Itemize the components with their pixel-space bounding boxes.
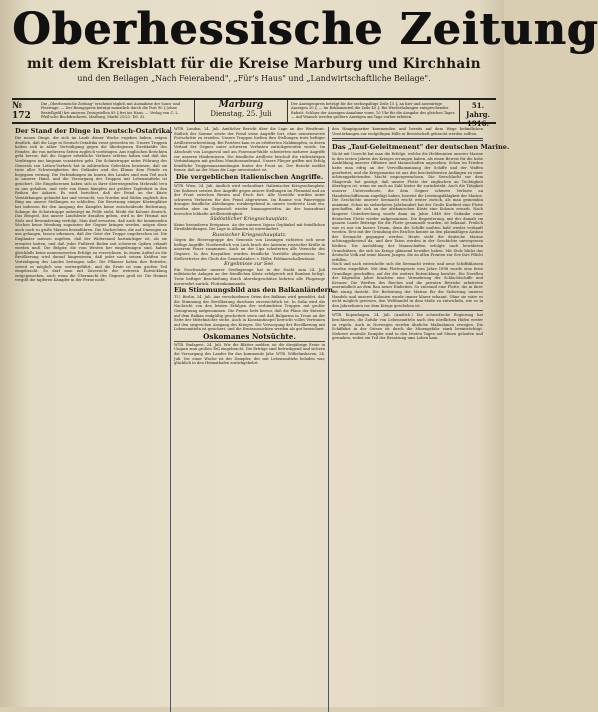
article-body: WTB. Budapest, 24. Juli. Wie die Blätter melden, ist die diesjährige Ernte in Ungarn zum großen Teil eingebracht. Die Erträge sind befriedigend und sichern die Versorgung des Landes für das kommende Jahr. WTB. Wilhelmshaven, 24. Juli. Vor einer Woche ist der Dampfer, der mit Lebensmitteln beladen war, glücklich in den Heimathafen zurückgekehrt. [174, 342, 325, 366]
article-body: Keine besonderen Ereignisse. An der unteren Vojusa Geplänkel mit feindlichen Streifabteilungen. Die Lage in Albanien ist unverändert. [174, 222, 325, 232]
article-headline: Der Stand der Dinge in Deutsch-Ostafrika. [15, 127, 173, 135]
article-columns [12, 127, 510, 712]
volume-label: 51. Jahrg. [466, 101, 490, 119]
article-body: Ein Geschwader unserer Seeflugzeuge hat in der Nacht zum 24. Juli militärische Anlagen an der feindlichen Küste erfolgreich mit Bomben belegt. Trotz heftiger Beschießung durch Abwehrgeschütze kehrten alle Flugzeuge unversehrt zurück. Flottenkommando. [174, 267, 325, 286]
article-body: Gegen die Heeresgruppe des Generals von Linsingen richteten sich neue heftige Angriffe. Nordwestlich von Luck brach der Ansturm russischer Kräfte in unserem Feuer zusammen. Auch an der Lipa scheiterten alle Versuche des Gegners. In den Karpathen wurden feindliche Vorstöße abgewiesen. Der Stellvertreter des Chefs des Generalstabes: v. Höfer, Feldmarschalleutnant. [174, 238, 325, 261]
masthead-subtitle: mit dem Kreisblatt für die Kreise Marburg und Kirchhain [27, 56, 481, 72]
article-column-1 [12, 127, 173, 712]
article-headline: Die vergeblichen italienischen Angriffe. [175, 172, 324, 181]
article-body: den Hauptquartier kommenden und bereits auf dem Wege befindlichen Verstärkungen zur endgültigen Hilfe in Bereitschaft gebracht werden sollten. [332, 127, 483, 136]
column-double-rule [332, 138, 483, 141]
column-rule [332, 310, 483, 311]
dateline-date: Dienstag, 25. Juli [210, 110, 272, 118]
article-body: WTB. Wien, 24. Juli. Amtlich wird verlautbart: Italienischer Kriegsschauplatz. Die Italiener setzten ihre Angriffe gegen unsere Stellungen im Fleimstal und an der Front zwischen Brenta und Etsch fort. Alle Vorstöße wurden unter schweren Verlusten für den Feind abgewiesen. Im Raume von Paneveggio drangen feindliche Abteilungen vorübergehend in unsere vorderste Linie ein, wurden aber im Gegenstoß wieder hinausgeworfen. An der Isonzofront herrschte lebhafte Artillerietätigkeit. [174, 183, 325, 216]
article-headline: Oskomanes Notsüchte. [174, 332, 325, 342]
article-headline: Das „Tauf-Geleitmenent" der deutschen Marine. [332, 143, 510, 152]
dateline-city: Marburg [218, 100, 264, 110]
article-body: T.U. Berlin, 24. Juli. Aus verschiedenen Orten des Balkans wird gemeldet, daß die Stimmung der Bevölkerung durchaus zuversichtlich ist. In Sofia wird die Nachricht von den letzten Erfolgen der verbündeten Truppen mit großer Genugtuung aufgenommen. Die Presse hebt hervor, daß die Pläne der Entente auf dem Balkan endgültig gescheitert seien und daß Bulgarien in Treue an der Seite der Mittelmächte stehe. Auch in Konstantinopel herrscht volles Vertrauen auf den siegreichen Ausgang des Krieges. Die Versorgung der Bevölkerung mit Lebensmitteln ist gesichert, und die Ernteaussichten werden als gut bezeichnet. [174, 295, 325, 332]
advertising-notice: Der Anzeigenpreis beträgt für die sechsspaltige Zeile 15 ₰, an hier und auswärtige Anzeigen 20 ₰. — Im Reklamenteil die Zeile 40 ₰. Bei Wiederholungen entsprechender Rabatt. Schluss der Anzeigen-Annahme vorm. 10 Uhr für die Ausgabe des gleichen Tages. — Auf Wunsch werden größere Anzeigen am Tage vorher erbeten. [288, 100, 460, 122]
section-subhead: Russischer Kriegsschauplatz. [212, 231, 287, 238]
article-body: Die neuen Dinge, die sich im Laufe dieser Woche ergeben haben, zeigen deutlich, daß die Lage in Deutsch-Ostafrika ernst geworden ist. Unsere Truppen halten sich in zäher Verteidigung gegen die überlegenen Streitkräfte des Feindes, die von mehreren Seiten zugleich vordringen. Aus englischen Berichten geht hervor, daß die Gegner erhebliche Verluste erlitten haben und daß das Vordringen nur langsam vonstatten geht. Die Schutztruppe unter Führung des Generals von Lettow-Vorbeck hat in zahlreichen Gefechten bewiesen, daß sie trotz aller Schwierigkeiten des Geländes und des Klimas dem Feinde zu begegnen vermag. Die Verbindungen im Innern des Landes sind zum Teil noch in unserer Hand, und die Versorgung der Truppen mit Lebensmitteln ist gesichert. Die Eingeborenen haben sich in ihrer überwiegenden Mehrzahl treu zu uns gehalten, und viele von ihnen kämpfen mit größter Tapferkeit in den Reihen der Askaris. Es wird berichtet, daß der Feind an der Küste Verstärkungen gelandet hat und versucht, von Norden und Süden zugleich den Ring um unsere Stellungen zu schließen. Die Besetzung einiger Küstenplätze hat indessen für den Ausgang des Kampfes keine entscheidende Bedeutung. Solange die Schutztruppe unbesiegt im Felde steht, bleibt die Kolonie deutsch. Das Beispiel, das unsere Landsleute draußen geben, wird in der Heimat mit Stolz und Bewunderung verfolgt. Man darf erwarten, daß auch die kommenden Wochen keine Wendung zugunsten der Gegner bringen werden, mögen diese auch noch so große Massen heranführen. Die Nachrichten, die auf Umwegen zu uns gelangen, lassen erkennen, daß der Geist der Truppe ungebrochen ist. Die Engländer müssen zugeben, daß der Widerstand hartnäckiger ist, als sie erwartet hatten, und daß jeder Fußbreit Boden mit schweren Opfern erkauft werden muß. Die Belgier, die vom Westen her eingedrungen sind, haben gleichfalls keine nennenswerten Erfolge zu verzeichnen. In einem Aufruf an die Bevölkerung wird darauf hingewiesen, daß jeder nach seinen Kräften zur Verteidigung des Landes beitragen solle. Die Pflanzer haben ihre Betriebe, soweit es möglich war, weitergeführt, und die Ernte ist zum großen Teil eingebracht. So darf man mit Zuversicht der weiteren Entwicklung entgegensehen, auch wenn die Übermacht des Gegners groß ist. Die Heimat vergißt die tapferen Kämpfer in der Ferne nicht. [15, 136, 167, 283]
article-body: WTB. Kopenhagen, 24. Juli. (Amtlich.) Die schwedische Regierung hat beschlossen, die Zufuhr von Lebensmitteln nach den nördlichen Häfen weiter zu regeln. Auch in Norwegen werden ähnliche Maßnahmen erwogen. Die Schiffahrt in der Ostsee ist durch die Minengefahr stark beeinträchtigt. Mehrere neutrale Dampfer sind in den letzten Tagen auf Minen gelaufen und gesunken, wobei ein Teil der Besatzung ums Leben kam. [332, 313, 483, 341]
section-subhead: Ergebnisse zur See. [224, 261, 275, 268]
section-subhead: Südöstlicher Kriegsschauplatz. [210, 216, 289, 223]
article-column-3 [328, 127, 510, 712]
issue-info-bar [12, 98, 496, 128]
year-label: 1916. [467, 119, 489, 128]
volume-year [460, 100, 496, 128]
article-body: WTB. London, 24. Juli. Amtlicher Bericht über die Lage an der Westfront: Südlich der Somme setzte der Feind seine Angriffe fort, ohne nennenswerte Fortschritte zu erzielen. Unsere Truppen hielten ihre Stellungen trotz heftiger Artillerievorbereitung. Bei Pozières kam es zu erbitterten Nahkämpfen, in deren Verlauf der Gegner unter schweren Verlusten zurückgeworfen wurde. Im Abschnitt von Longueval und am Foureaux-Walde scheiterten mehrere Angriffe vor unseren Hindernissen. Die feindliche Artillerie beschoß die rückwärtigen Verbindungen mit großem Munitionsaufwand. Unsere Flieger griffen mit Erfolg feindliche Truppenansammlungen hinter der Front an. Der Bericht meldet ferner, daß an der Maas die Lage unverändert ist. [174, 127, 325, 173]
masthead-supplements: und den Beilagen „Nach Feierabend", „Für's Haus" und „Landwirtschaftliche Beilage". [77, 74, 431, 83]
masthead [12, 4, 598, 96]
article-column-2 [170, 127, 336, 712]
article-body: Nach und nach entwickelte sich die Seemacht weiter, und neue Schiffsklassen wurden eingeführt. Mit dem Flottengesetz vom Jahre 1898 wurde eine feste Grundlage geschaffen, auf der die weitere Entwicklung beruhte. Die Novellen der folgenden Jahre brachten eine Vermehrung der Schlachtschiffe und Kreuzer. Die Werften des Reiches und die privaten Betriebe arbeiteten unermüdlich an dem Bau neuer Einheiten. So entstand eine Flotte, die in ihrer Art einzig dasteht. Die Bedeutung der Marine für die Sicherung unseres Handels und unserer Kolonien wurde immer klarer erkannt. Ohne sie wäre es nicht möglich gewesen, den Welthandel in dem Maße zu entwickeln, wie es in den Jahrzehnten vor dem Kriege geschehen ist. [332, 262, 483, 308]
article-body: Nicht mit Unrecht hat man die Erfolge, welche die Heldentaten unserer Marine in den ersten Jahren des Krieges errungen haben, als einen Beweis für die hohe Ausbildung unserer Offiziere und Mannschaften angesehen. Schon im Frieden hatte man eifrig an der Vervollkommnung der Schiffe und der Waffen gearbeitet, und die Kriegsmarine ist aus den bescheidensten Anfängen zu einer achtunggebietenden Macht emporgewachsen. Die Seeschlacht vor dem Skagerrak hat gezeigt, daß unsere Flotte der englischen an Tüchtigkeit überlegen ist, wenn sie auch an Zahl hinter ihr zurücksteht. Auch die Tätigkeit unserer Unterseeboote, die dem Gegner schwere Verluste an Handelsschiffsraum zugefügt haben, beweist die Leistungsfähigkeit der Marine. Die Geschichte unserer Seemacht reicht weiter zurück, als man gemeinhin annimmt. Schon im siebzehnten Jahrhundert hat der Große Kurfürst eine Flotte geschaffen, die sich an der afrikanischen Küste eine Kolonie erwarb. Nach längerer Unterbrechung wurde dann im Jahre 1848 der Gedanke einer deutschen Flotte wieder aufgenommen. Die Begeisterung, mit der damals im ganzen Lande Beiträge für die Flotte gesammelt wurden, ist bekannt. Freilich war es nur ein kurzer Traum, denn die Schiffe mußten bald wieder verkauft werden. Erst mit der Gründung des Reiches konnte an den planmäßigen Ausbau der Seemacht gegangen werden. Heute steht die deutsche Marine achtunggebietend da, und ihre Taten werden in der Geschichte unvergessen bleiben. Die Ausbildung der Mannschaften erfolgte nach bewährten Grundsätzen, die sich im Kriege glänzend bewährt haben. Mit Stolz blickt das deutsche Volk auf seine blauen Jungen, die an allen Fronten zur See ihre Pflicht erfüllen. [332, 152, 483, 262]
issue-number: № 172 [12, 101, 31, 121]
dateline [195, 100, 288, 122]
masthead-title: Oberhessische Zeitung [12, 4, 598, 55]
subscription-notice: Die „Oberhessische Zeitung" erscheint täglich mit Ausnahme der Sonn- und Feiertage. — Der Bezugspreis beträgt monatlich durch die Post 90 ₰ (ohne Bestellgeld) bei unseren Zweigstellen 85 ₰ frei ins Haus. — Verlag von C. L. Pfeil'sche Buchdruckerei, Marburg, Markt 21/23. Tel. 32. [38, 100, 195, 122]
article-headline: Ein Stimmungsbild aus den Balkanländern. [174, 286, 336, 295]
